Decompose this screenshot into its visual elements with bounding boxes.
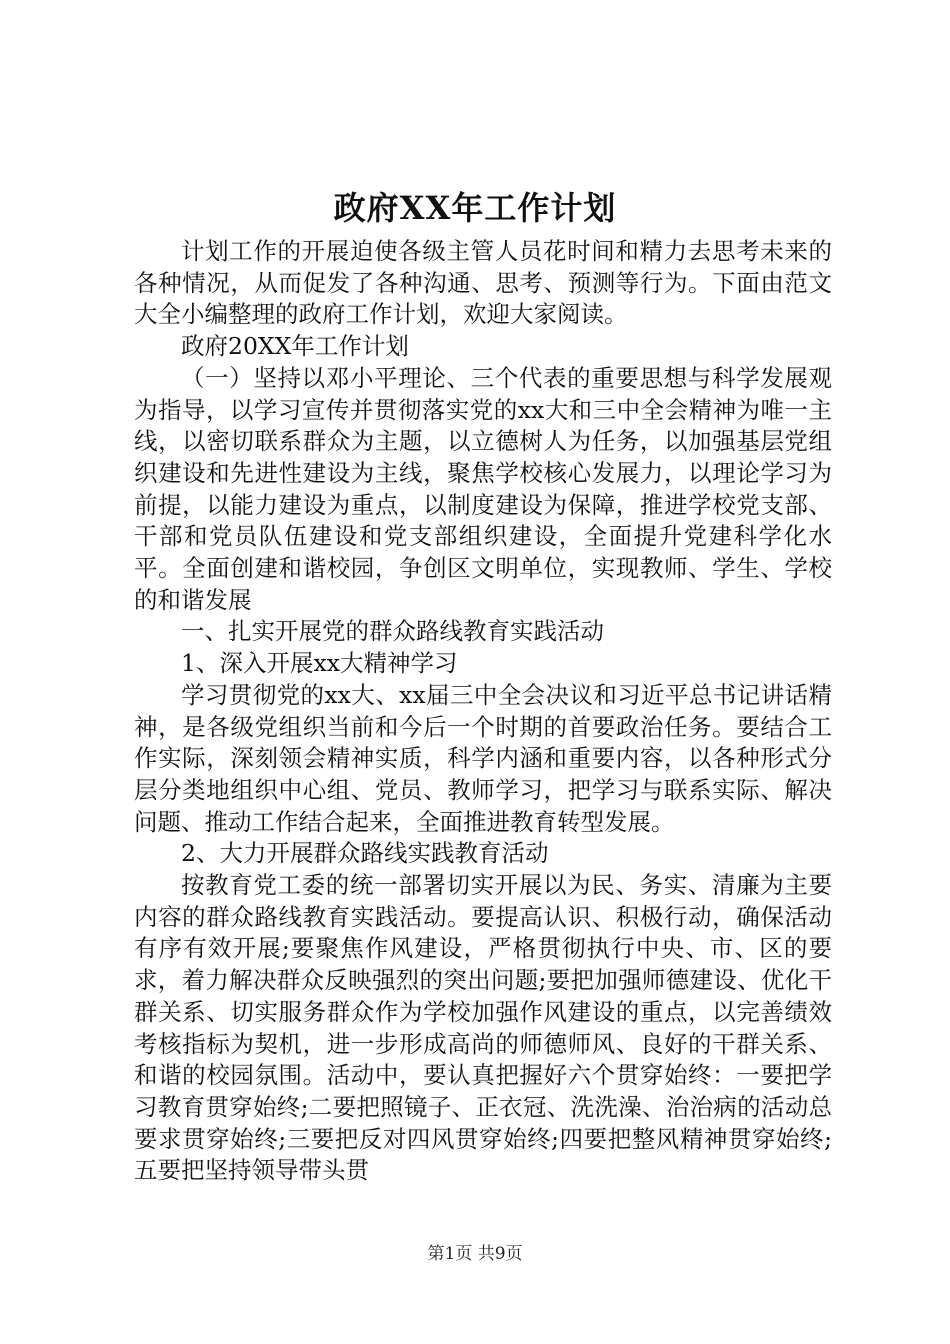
- subsection-heading-2: 2、大力开展群众路线实践教育活动: [181, 839, 549, 868]
- section-heading-1: 一、扎实开展党的群众路线教育实践活动: [181, 617, 604, 646]
- plan-subtitle: 政府20XX年工作计划: [181, 332, 409, 361]
- intro-paragraph: 计划工作的开展迫使各级主管人员花时间和精力去思考未来的各种情况，从而促发了各种沟通、思考、预测等行为。下面由范文大全小编整理的政府工作计划，欢迎大家阅读。: [134, 237, 832, 329]
- page-number-footer: 第1页 共9页: [427, 1244, 523, 1264]
- practice-activity-paragraph: 按教育党工委的统一部署切实开展以为民、务实、清廉为主要内容的群众路线教育实践活动。要提高认识、积极行动，确保活动有序有效开展;要聚焦作风建设，严格贯彻执行中央、市、区的要求，着力解决群众反映强烈的突出问题;要把加强师德建设、优化干群关系、切实服务群众作为学校加强作风建设的重点，以完善绩效考核指标为契机，进一步形成高尚的师德师风、良好的干群关系、和谐的校园氛围。活动中，要认真把握好六个贯穿始终：一要把学习教育贯穿始终;二要把照镜子、正衣冠、洗洗澡、治治病的活动总要求贯穿始终;三要把反对四风贯穿始终;四要把整风精神贯穿始终;五要把坚持领导带头贯: [134, 871, 832, 1185]
- subsection-heading-1: 1、深入开展xx大精神学习: [181, 649, 458, 678]
- study-paragraph: 学习贯彻党的xx大、xx届三中全会决议和习近平总书记讲话精神，是各级党组织当前和今后一个时期的首要政治任务。要结合工作实际，深刻领会精神实质，科学内涵和重要内容，以各种形式分层分类地组织中心组、党员、教师学习，把学习与联系实际、解决问题、推动工作结合起来，全面推进教育转型发展。: [134, 680, 832, 836]
- document-body: [134, 236, 832, 1187]
- guiding-principle-paragraph: （一）坚持以邓小平理论、三个代表的重要思想与科学发展观为指导，以学习宣传并贯彻落实党的xx大和三中全会精神为唯一主线，以密切联系群众为主题，以立德树人为任务，以加强基层党组织建设和先进性建设为主线，聚焦学校核心发展力，以理论学习为前提，以能力建设为重点，以制度建设为保障，推进学校党支部、干部和党员队伍建设和党支部组织建设，全面提升党建科学化水平。全面创建和谐校园，争创区文明单位，实现教师、学生、学校的和谐发展: [134, 363, 832, 614]
- document-title: 政府XX年工作计划: [333, 189, 617, 227]
